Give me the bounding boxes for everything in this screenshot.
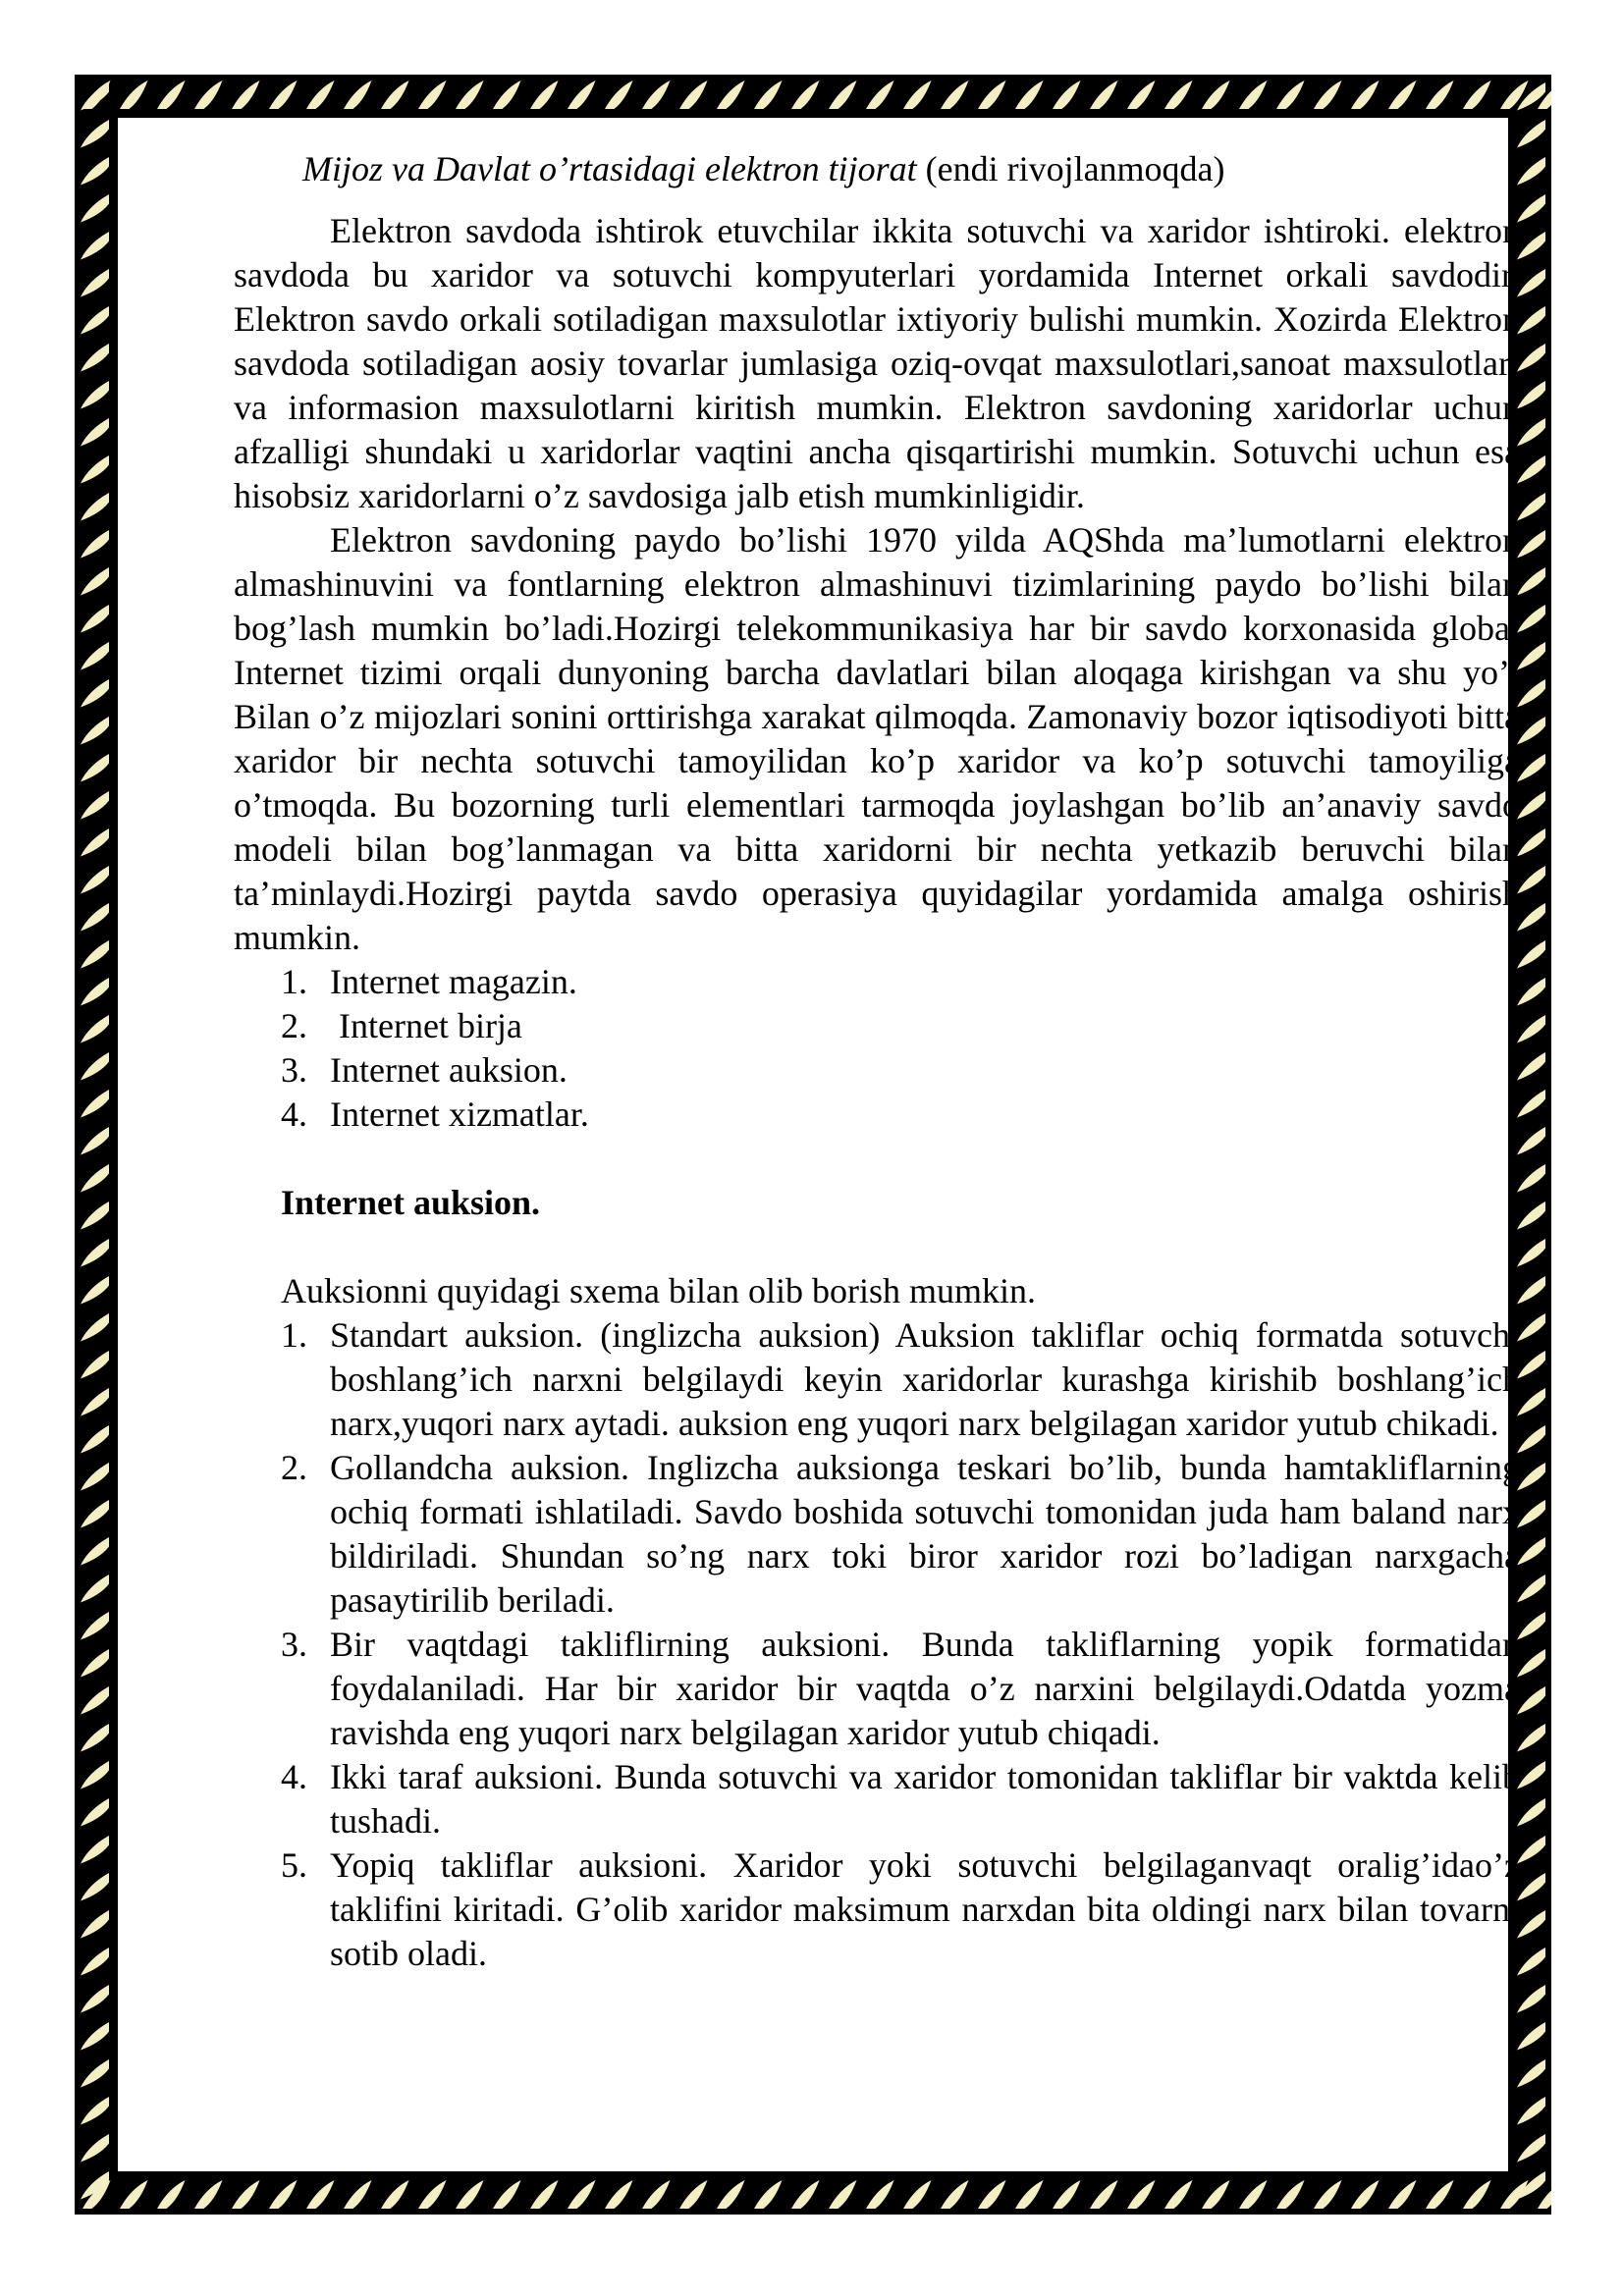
border-link — [81, 1351, 109, 1379]
subtitle-italic: Mijoz va Davlat o’rtasidagi elektron tijorat — [302, 149, 917, 188]
border-link — [1053, 80, 1081, 109]
list-number: 3. — [281, 1625, 307, 1664]
border-link — [306, 2180, 335, 2209]
border-link — [1517, 1313, 1545, 1342]
border-link — [81, 1425, 109, 1454]
border-link — [1517, 903, 1545, 932]
list-item — [234, 1093, 1520, 1137]
document-body — [234, 147, 1520, 1976]
border-link — [1517, 493, 1545, 521]
border-link — [1517, 828, 1545, 857]
border-link — [1463, 80, 1491, 109]
border-link — [1517, 157, 1545, 186]
border-link — [1239, 2180, 1268, 2209]
border-link — [344, 2180, 372, 2209]
border-link — [1090, 80, 1118, 109]
section-intro: Auksionni quyidagi sxema bilan olib borish mumkin. — [281, 1271, 1036, 1310]
border-link — [81, 455, 109, 484]
list-item-text: Internet xizmatlar. — [330, 1095, 589, 1134]
border-link — [81, 1836, 109, 1864]
border-link — [605, 80, 633, 109]
border-link — [81, 381, 109, 409]
border-link — [194, 80, 223, 109]
border-link — [81, 1052, 109, 1081]
border-link — [232, 2180, 260, 2209]
border-link — [1426, 80, 1454, 109]
border-link — [81, 791, 109, 820]
border-link — [1517, 567, 1545, 596]
border-link — [81, 717, 109, 745]
subtitle-note: (endi rivojlanmoqda) — [916, 149, 1225, 188]
border-link — [418, 80, 447, 109]
border-link — [81, 1164, 109, 1193]
border-link — [1517, 2097, 1545, 2125]
list-item-text: Yopiq takliflar auksioni. Xaridor yoki sotuvchi belgilaganvaqt oralig’idao’z taklifini kiritadi. G’olib xaridor maksimum narxdan bita oldingi narx bilan tovarni sotib oladi. — [330, 1845, 1520, 1973]
border-link — [269, 2180, 298, 2209]
border-link — [978, 2180, 1006, 2209]
border-link — [81, 1798, 109, 1827]
border-link — [791, 2180, 820, 2209]
border-link — [1517, 1388, 1545, 1416]
list-number: 4. — [281, 1095, 307, 1134]
border-link — [81, 1985, 109, 2013]
border-link — [81, 1910, 109, 1939]
border-link — [269, 80, 298, 109]
border-link — [530, 80, 559, 109]
border-link — [1517, 1910, 1545, 1939]
border-link — [381, 80, 409, 109]
list-item — [234, 1446, 1520, 1623]
border-link — [1517, 1761, 1545, 1789]
border-link — [1517, 2059, 1545, 2088]
list-item — [234, 1048, 1520, 1093]
list-item — [234, 1755, 1520, 1843]
list-item — [234, 1004, 1520, 1048]
border-link — [81, 1761, 109, 1789]
border-link — [1517, 1164, 1545, 1193]
border-link — [81, 754, 109, 782]
border-link — [81, 1201, 109, 1230]
border-link — [1517, 1575, 1545, 1603]
border-link — [81, 418, 109, 447]
border-link — [81, 567, 109, 596]
border-link — [791, 80, 820, 109]
border-link — [1517, 2022, 1545, 2051]
border-link — [81, 2134, 109, 2163]
border-link — [194, 2180, 223, 2209]
border-link — [81, 2097, 109, 2125]
border-link — [1276, 80, 1305, 109]
border-link — [1517, 1351, 1545, 1379]
border-link — [1164, 80, 1193, 109]
border-link — [1517, 642, 1545, 670]
border-link — [1351, 80, 1380, 109]
border-link — [1517, 1090, 1545, 1118]
border-link — [1517, 1836, 1545, 1864]
list-number: 1. — [281, 962, 307, 1001]
border-link — [81, 2059, 109, 2088]
border-link — [1517, 306, 1545, 335]
border-link — [81, 642, 109, 670]
border-link — [81, 1015, 109, 1043]
border-link — [157, 80, 186, 109]
border-link — [605, 2180, 633, 2209]
border-link — [717, 80, 745, 109]
border-link — [1463, 2180, 1491, 2209]
list-item-text: Internet birja — [330, 1006, 522, 1045]
border-link — [81, 269, 109, 297]
border-link — [1388, 2180, 1417, 2209]
border-link — [1517, 120, 1545, 148]
border-link — [1202, 2180, 1230, 2209]
border-link — [81, 1612, 109, 1640]
border-link — [81, 120, 109, 148]
border-link — [493, 2180, 521, 2209]
border-link — [81, 530, 109, 559]
border-link — [81, 1313, 109, 1342]
border-link — [1314, 80, 1342, 109]
list-number: 2. — [281, 1006, 307, 1045]
list-number: 1. — [281, 1315, 307, 1355]
border-link — [81, 1388, 109, 1416]
list-item — [234, 960, 1520, 1004]
border-link — [1517, 1276, 1545, 1305]
border-link — [120, 80, 148, 109]
border-link — [81, 493, 109, 521]
border-link — [81, 1537, 109, 1566]
border-link — [81, 1276, 109, 1305]
border-link — [1517, 1127, 1545, 1155]
border-link — [81, 903, 109, 932]
border-link — [81, 605, 109, 633]
border-link — [1127, 2180, 1156, 2209]
border-link — [1517, 940, 1545, 969]
auction-types-list — [234, 1313, 1520, 1976]
border-link — [81, 2022, 109, 2051]
border-link — [1517, 679, 1545, 708]
border-link — [1517, 717, 1545, 745]
border-link — [1517, 381, 1545, 409]
list-item — [234, 1313, 1520, 1446]
border-link — [157, 2180, 186, 2209]
border-link — [1517, 1015, 1545, 1043]
border-link — [81, 1463, 109, 1491]
list-item-text: Bir vaqtdagi takliflirning auksioni. Bunda takliflarning yopik formatidan foydalaniladi. Har bir xaridor bir vaqtda o’z narxini belgilaydi.Odatda yozma ravishda eng yuqori narx belgilagan xaridor yutub chiqadi. — [330, 1625, 1520, 1752]
border-link — [81, 232, 109, 260]
border-link — [1517, 1052, 1545, 1081]
border-link — [679, 80, 708, 109]
border-link — [754, 2180, 783, 2209]
border-link — [1127, 80, 1156, 109]
border-link — [1517, 791, 1545, 820]
border-link — [81, 1724, 109, 1752]
border-link — [1517, 1649, 1545, 1678]
border-link — [1517, 418, 1545, 447]
list-number: 5. — [281, 1845, 307, 1885]
border-link — [1164, 2180, 1193, 2209]
border-link — [120, 2180, 148, 2209]
border-link — [1517, 269, 1545, 297]
border-link — [866, 2180, 894, 2209]
border-link — [456, 80, 484, 109]
border-link — [81, 344, 109, 372]
border-link — [978, 80, 1006, 109]
list-item — [234, 1843, 1520, 1976]
border-link — [81, 1686, 109, 1715]
border-link — [568, 80, 596, 109]
border-link — [1517, 1425, 1545, 1454]
border-link — [754, 80, 783, 109]
border-link — [493, 80, 521, 109]
document-subtitle — [234, 147, 1520, 191]
border-link — [81, 1948, 109, 1976]
border-link — [1517, 232, 1545, 260]
border-link — [81, 1575, 109, 1603]
border-link — [1426, 2180, 1454, 2209]
border-link — [1090, 2180, 1118, 2209]
border-link — [81, 1500, 109, 1528]
section-heading: Internet auksion. — [281, 1183, 541, 1222]
border-link — [381, 2180, 409, 2209]
paragraph-2: Elektron savdoning paydo bo’lishi 1970 yilda AQShda ma’lumotlarni elektron almashinuvini va fontlarning elektron almashinuvi tizimlarining paydo bo’lishi bilan bog’lash mumkin bo’ladi.Hozirgi telekommunikasiya har bir savdo korxonasida global Internet tizimi orqali dunyoning barcha davlatlari bilan aloqaga kirishgan va shu yo’l Bilan o’z mijozlari sonini orttirishga xarakat qilmoqda. Zamonaviy bozor iqtisodiyoti bitta xaridor bir nechta sotuvchi tamoyilidan ko’p xaridor va ko’p sotuvchi tamoyiliga o’tmoqda. Bu bozorning turli elementlari tarmoqda joylashgan bo’lib an’anaviy savdo modeli bilan bog’lanmagan va bitta xaridorni bir nechta yetkazib beruvchi bilan ta’minlaydi.Hozirgi paytda savdo operasiya quyidagilar yordamida amalga oshirish mumkin. — [234, 520, 1520, 957]
border-link — [642, 2180, 671, 2209]
border-link — [1517, 1537, 1545, 1566]
border-link — [1276, 2180, 1305, 2209]
border-link — [1517, 1724, 1545, 1752]
border-link — [530, 2180, 559, 2209]
border-link — [1517, 605, 1545, 633]
border-link — [829, 80, 857, 109]
border-link — [1517, 344, 1545, 372]
border-link — [941, 2180, 969, 2209]
border-link — [81, 1090, 109, 1118]
border-link — [81, 1239, 109, 1267]
list-number: 2. — [281, 1448, 307, 1487]
border-link — [903, 80, 932, 109]
border-link — [903, 2180, 932, 2209]
border-link — [1517, 1686, 1545, 1715]
border-link — [418, 2180, 447, 2209]
border-link — [344, 80, 372, 109]
border-link — [232, 80, 260, 109]
border-link — [1517, 1985, 1545, 2013]
list-number: 4. — [281, 1757, 307, 1796]
border-link — [941, 80, 969, 109]
trade-types-list — [234, 960, 1520, 1137]
border-link — [1388, 80, 1417, 109]
border-link — [81, 1649, 109, 1678]
border-link — [1015, 2180, 1044, 2209]
border-link — [1517, 1948, 1545, 1976]
border-link — [1517, 754, 1545, 782]
border-link — [81, 679, 109, 708]
border-link — [1053, 2180, 1081, 2209]
border-link — [679, 2180, 708, 2209]
border-link — [1517, 194, 1545, 223]
border-link — [1015, 80, 1044, 109]
border-link — [81, 306, 109, 335]
list-item-text: Internet auksion. — [330, 1050, 568, 1090]
border-link — [1517, 1239, 1545, 1267]
border-link — [1517, 530, 1545, 559]
border-link — [456, 2180, 484, 2209]
border-link — [1517, 1873, 1545, 1901]
border-link — [1517, 1201, 1545, 1230]
border-link — [81, 940, 109, 969]
list-item — [234, 1623, 1520, 1755]
border-link — [1314, 2180, 1342, 2209]
border-link — [568, 2180, 596, 2209]
border-link — [1517, 1463, 1545, 1491]
border-link — [642, 80, 671, 109]
border-link — [1202, 80, 1230, 109]
border-link — [717, 2180, 745, 2209]
border-link — [829, 2180, 857, 2209]
border-link — [1351, 2180, 1380, 2209]
border-link — [1517, 1612, 1545, 1640]
border-link — [866, 80, 894, 109]
border-link — [1517, 1798, 1545, 1827]
list-item-text: Ikki taraf auksioni. Bunda sotuvchi va xaridor tomonidan takliflar bir vaktda kelib tushadi. — [330, 1757, 1520, 1841]
border-link — [1239, 80, 1268, 109]
border-link — [81, 157, 109, 186]
list-item-text: Standart auksion. (inglizcha auksion) Auksion takliflar ochiq formatda sotuvchi boshlang’ich narxni belgilaydi keyin xaridorlar kurashga kirishib boshlang’ich narx,yuqori narx aytadi. auksion eng yuqori narx belgilagan xaridor yutub chikadi. — [330, 1315, 1520, 1443]
border-link — [81, 1127, 109, 1155]
border-link — [1517, 2134, 1545, 2163]
border-link — [1517, 455, 1545, 484]
list-item-text: Gollandcha auksion. Inglizcha auksionga teskari bo’lib, bunda hamtakliflarning ochiq formati ishlatiladi. Savdo boshida sotuvchi tomonidan juda ham baland narx bildiriladi. Shundan so’ng narx toki biror xaridor rozi bo’ladigan narxgacha pasaytirilib beriladi. — [330, 1448, 1520, 1620]
border-link — [1517, 1500, 1545, 1528]
paragraph-1: Elektron savdoda ishtirok etuvchilar ikkita sotuvchi va xaridor ishtiroki. elektron savdoda bu xaridor va sotuvchi kompyuterlari yordamida Internet orkali savdodir. Elektron savdo orkali sotiladigan maxsulotlar ixtiyoriy bulishi mumkin. Xozirda Elektron savdoda sotiladigan aosiy tovarlar jumlasiga oziq-ovqat maxsulotlari,sanoat maxsulotlari va informasion maxsulotlarni kiritish mumkin. Elektron savdoning xaridorlar uchun afzalligi shundaki u xaridorlar vaqtini ancha qisqartirishi mumkin. Sotuvchi uchun esa hisobsiz xaridorlarni o’z savdosiga jalb etish mumkinligidir. — [234, 211, 1520, 515]
border-link — [81, 978, 109, 1006]
list-item-text: Internet magazin. — [330, 962, 577, 1001]
border-link — [1517, 866, 1545, 894]
border-link — [1517, 978, 1545, 1006]
border-link — [81, 828, 109, 857]
list-number: 3. — [281, 1050, 307, 1090]
border-link — [81, 194, 109, 223]
border-link — [306, 80, 335, 109]
border-link — [81, 1873, 109, 1901]
border-link — [81, 866, 109, 894]
